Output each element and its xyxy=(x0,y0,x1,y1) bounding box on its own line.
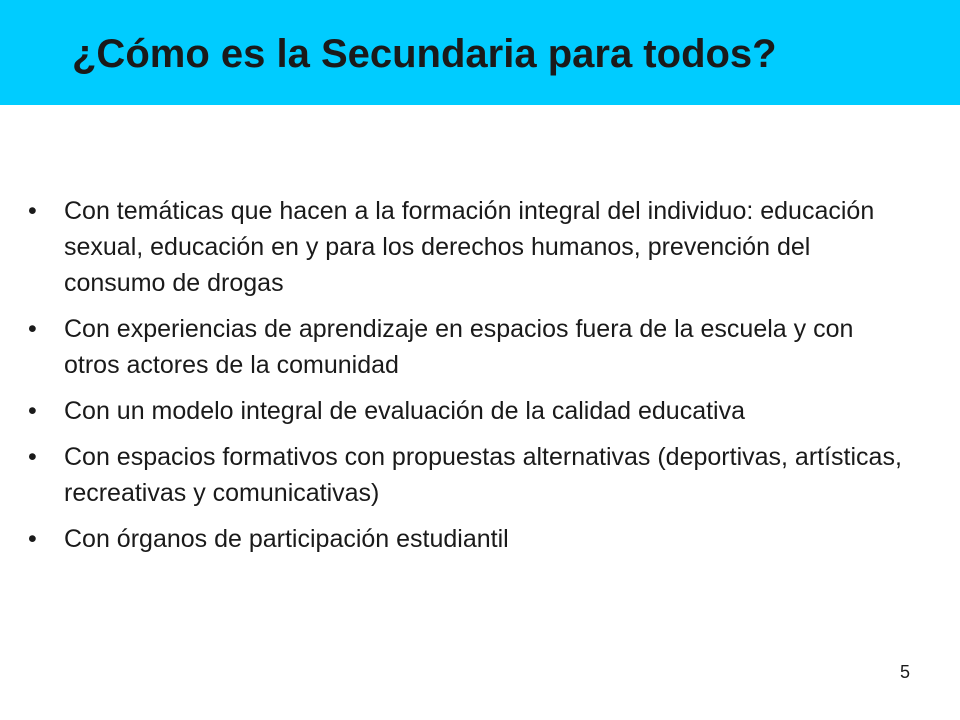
bullet-dot: • xyxy=(28,525,37,553)
bullet-text: Con órganos de participación estudiantil xyxy=(64,525,509,553)
bullet-dot: • xyxy=(28,397,37,425)
title-bar xyxy=(0,0,960,105)
bullet-text: Con un modelo integral de evaluación de la calidad educativa xyxy=(64,397,746,425)
bullet-text: Con experiencias de aprendizaje en espacios fuera de la escuela y con otros actores de la comunidad xyxy=(64,315,854,379)
bullet-text: Con espacios formativos con propuestas alternativas (deportivas, artísticas, recreativas y comunicativas) xyxy=(64,443,902,507)
bullet-item xyxy=(28,439,908,511)
bullet-dot: • xyxy=(28,197,37,225)
bullet-dot: • xyxy=(28,315,37,343)
bullet-list xyxy=(28,193,908,567)
page-number: 5 xyxy=(899,662,910,682)
bullet-dot: • xyxy=(28,443,37,471)
bullet-item xyxy=(28,193,908,301)
bullet-text: Con temáticas que hacen a la formación integral del individuo: educación sexual, educación en y para los derechos humanos, prevención del consumo de drogas xyxy=(64,197,875,297)
bullet-item xyxy=(28,311,908,383)
bullet-item xyxy=(28,393,908,429)
slide-title: ¿Cómo es la Secundaria para todos? xyxy=(72,32,777,76)
bullet-item xyxy=(28,521,908,557)
